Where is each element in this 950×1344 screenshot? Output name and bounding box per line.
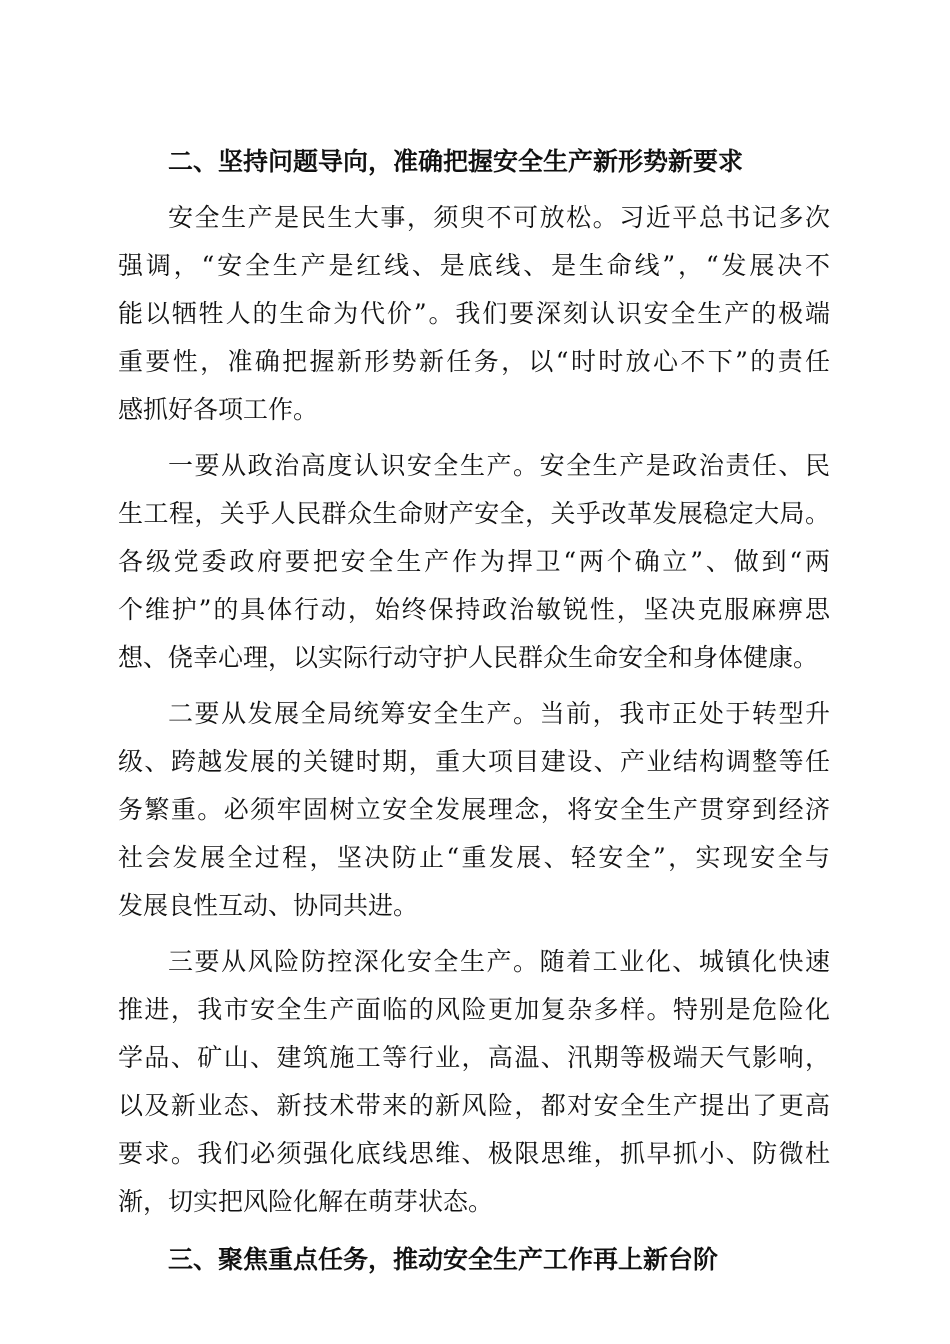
document-body — [118, 138, 830, 1284]
paragraph-line: 推进，我市安全生产面临的风险更加复杂多样。特别是危险化 — [118, 995, 830, 1024]
paragraph-line: 安全生产是民生大事，须臾不可放松。习近平总书记多次 — [168, 203, 830, 232]
section-heading-2: 二、坚持问题导向，准确把握安全生产新形势新要求 — [168, 147, 744, 176]
paragraph-political — [118, 442, 830, 682]
paragraph-line: 一要从政治高度认识安全生产。安全生产是政治责任、民 — [168, 451, 830, 480]
section-heading-3: 三、聚焦重点任务，推动安全生产工作再上新台阶 — [168, 1245, 719, 1274]
paragraph-risk — [118, 938, 830, 1226]
paragraph-line: 二要从发展全局统筹安全生产。当前，我市正处于转型升 — [168, 699, 830, 728]
paragraph-line: 社会发展全过程，坚决防止“重发展、轻安全”，实现安全与 — [118, 843, 830, 872]
paragraph-line: 强调，“安全生产是红线、是底线、是生命线”，“发展决不 — [118, 251, 830, 280]
paragraph-line: 三要从风险防控深化安全生产。随着工业化、城镇化快速 — [168, 947, 830, 976]
paragraph-line: 各级党委政府要把安全生产作为捍卫“两个确立”、做到“两 — [118, 547, 830, 576]
paragraph-line: 学品、矿山、建筑施工等行业，高温、汛期等极端天气影响， — [118, 1043, 830, 1072]
paragraph-intro — [118, 194, 830, 434]
paragraph-line: 发展良性互动、协同共进。 — [118, 891, 419, 920]
paragraph-line: 能以牺牲人的生命为代价”。我们要深刻认识安全生产的极端 — [118, 299, 830, 328]
paragraph-line: 以及新业态、新技术带来的新风险，都对安全生产提出了更高 — [118, 1091, 830, 1120]
paragraph-line: 级、跨越发展的关键时期，重大项目建设、产业结构调整等任 — [118, 747, 830, 776]
paragraph-line: 重要性，准确把握新形势新任务，以“时时放心不下”的责任 — [118, 347, 830, 376]
paragraph-line: 个维护”的具体行动，始终保持政治敏锐性，坚决克服麻痹思 — [118, 595, 830, 624]
paragraph-line: 想、侥幸心理，以实际行动守护人民群众生命安全和身体健康。 — [118, 643, 819, 672]
paragraph-development — [118, 690, 830, 930]
paragraph-line: 感抓好各项工作。 — [118, 395, 319, 424]
paragraph-line: 生工程，关乎人民群众生命财产安全，关乎改革发展稳定大局。 — [118, 499, 830, 528]
paragraph-line: 务繁重。必须牢固树立安全发展理念，将安全生产贯穿到经济 — [118, 795, 830, 824]
paragraph-line: 渐，切实把风险化解在萌芽状态。 — [118, 1187, 494, 1216]
paragraph-line: 要求。我们必须强化底线思维、极限思维，抓早抓小、防微杜 — [118, 1139, 830, 1168]
